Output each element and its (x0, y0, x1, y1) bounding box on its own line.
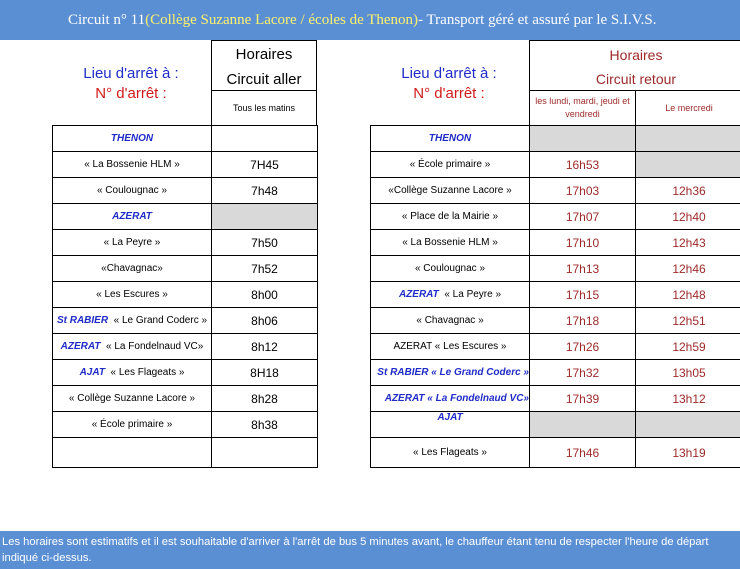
retour-time-wednesday: 12h46 (636, 256, 740, 282)
commune-label: AJAT (79, 367, 105, 378)
aller-row (53, 438, 318, 468)
aller-tous-matins: Tous les matins (212, 91, 317, 126)
aller-row (53, 178, 318, 204)
stop-cell (53, 386, 212, 412)
retour-row (371, 412, 740, 438)
retour-header (529, 40, 740, 126)
stop-name: « Coulougnac » (96, 185, 168, 196)
commune-label: THENON (371, 126, 530, 152)
stop-cell (371, 308, 530, 334)
aller-table (52, 125, 318, 468)
stop-cell (371, 438, 530, 468)
retour-time-weekday: 17h10 (530, 230, 636, 256)
stop-cell (53, 282, 212, 308)
stop-name: AZERAT « Les Escures » (393, 341, 507, 352)
aller-time: 8H18 (212, 360, 318, 386)
retour-time-wednesday (636, 126, 740, 152)
footer-note: Les horaires sont estimatifs et il est souhaitable d'arriver à l'arrêt de bus 5 minutes avant, le chauffeur étant tenu de respecter l'heure de départ indiqué ci-dessus. (0, 531, 740, 569)
stop-name: « Collège Suzanne Lacore » (68, 393, 196, 404)
stop-name: « Les Flageats » (413, 447, 487, 458)
retour-time-wednesday: 12h40 (636, 204, 740, 230)
lieu-text: Lieu d'arrêt à : (401, 65, 497, 82)
retour-time-weekday: 17h15 (530, 282, 636, 308)
aller-row (53, 386, 318, 412)
stop-cell (53, 360, 212, 386)
title-highlight: (Collège Suzanne Lacore / écoles de Thenon) (145, 11, 419, 28)
commune-label: THENON (53, 126, 212, 152)
numero-text: N° d'arrêt : (413, 85, 485, 102)
retour-row (371, 178, 740, 204)
retour-time-weekday: 17h26 (530, 334, 636, 360)
retour-time-weekday: 17h13 (530, 256, 636, 282)
aller-time: 8h12 (212, 334, 318, 360)
retour-row (371, 152, 740, 178)
stop-name: « La Bossenie HLM » (402, 237, 498, 248)
stop-cell (371, 152, 530, 178)
retour-lundi: les lundi, mardi, jeudi et vendredi (530, 91, 636, 126)
stop-cell (53, 438, 212, 468)
stop-cell (371, 204, 530, 230)
stop-name: «Collège Suzanne Lacore » (388, 185, 512, 196)
aller-row (53, 230, 318, 256)
stop-cell (371, 360, 530, 386)
retour-row (371, 282, 740, 308)
retour-time-wednesday: 12h43 (636, 230, 740, 256)
commune-label: AJAT (371, 412, 530, 438)
aller-time: 8h06 (212, 308, 318, 334)
commune-label: AZERAT (60, 341, 101, 352)
aller-row (53, 152, 318, 178)
stop-cell (371, 178, 530, 204)
stop-cell (53, 334, 212, 360)
stop-name: « Les Escures » (96, 289, 168, 300)
retour-time-weekday: 17h46 (530, 438, 636, 468)
stop-name: «Chavagnac» (101, 263, 163, 274)
stop-cell (53, 412, 212, 438)
stop-name: « La Peyre » (103, 237, 161, 248)
aller-time: 7H45 (212, 152, 318, 178)
stop-name: AZERAT « La Fondelnaud VC» (384, 393, 529, 404)
retour-time-weekday: 17h07 (530, 204, 636, 230)
retour-time-wednesday: 12h48 (636, 282, 740, 308)
lieu-label-aller (52, 64, 210, 104)
aller-row (53, 360, 318, 386)
retour-time-weekday: 16h53 (530, 152, 636, 178)
retour-time-wednesday: 13h19 (636, 438, 740, 468)
aller-time: 7h52 (212, 256, 318, 282)
lieu-label-retour (370, 64, 528, 104)
aller-row (53, 412, 318, 438)
stop-cell (371, 256, 530, 282)
stop-cell (53, 230, 212, 256)
retour-time-weekday (530, 126, 636, 152)
stop-cell (53, 178, 212, 204)
retour-row (371, 204, 740, 230)
retour-table (370, 125, 740, 468)
stop-name: « Le Grand Coderc » (113, 315, 208, 326)
retour-row (371, 334, 740, 360)
retour-row (371, 126, 740, 152)
retour-row (371, 230, 740, 256)
retour-time-weekday (530, 412, 636, 438)
aller-row (53, 204, 318, 230)
commune-label: AZERAT (53, 204, 212, 230)
retour-time-weekday: 17h03 (530, 178, 636, 204)
retour-row (371, 386, 740, 412)
aller-row (53, 282, 318, 308)
stop-cell (53, 152, 212, 178)
retour-time-wednesday: 13h12 (636, 386, 740, 412)
commune-label: AZERAT (398, 289, 439, 300)
retour-row (371, 360, 740, 386)
retour-horaires: Horaires (530, 41, 740, 69)
commune-label: St RABIER (56, 315, 109, 326)
stop-cell (53, 256, 212, 282)
title-prefix: Circuit n° 11 (68, 11, 146, 28)
retour-time-wednesday: 13h05 (636, 360, 740, 386)
aller-row (53, 256, 318, 282)
retour-time-wednesday: 12h59 (636, 334, 740, 360)
stop-name: « La Bossenie HLM » (84, 159, 180, 170)
stop-name: « La Fondelnaud VC» (106, 341, 204, 352)
aller-row (53, 126, 318, 152)
retour-time-wednesday (636, 152, 740, 178)
aller-horaires: Horaires (212, 41, 317, 69)
stop-name: « La Peyre » (444, 289, 502, 300)
stop-name: « Chavagnac » (416, 315, 484, 326)
stop-cell (371, 334, 530, 360)
aller-time (212, 126, 318, 152)
lieu-text: Lieu d'arrêt à : (83, 65, 179, 82)
retour-time-wednesday (636, 412, 740, 438)
stop-cell (371, 386, 530, 412)
aller-row (53, 334, 318, 360)
aller-time: 8h00 (212, 282, 318, 308)
stop-name: « Coulougnac » (414, 263, 486, 274)
retour-time-weekday: 17h32 (530, 360, 636, 386)
title-bar (0, 0, 740, 40)
numero-text: N° d'arrêt : (95, 85, 167, 102)
aller-time: 8h38 (212, 412, 318, 438)
stop-cell (53, 308, 212, 334)
retour-time-weekday: 17h18 (530, 308, 636, 334)
stop-name: « École primaire » (409, 159, 491, 170)
retour-mercredi: Le mercredi (636, 91, 740, 126)
aller-circuit: Circuit aller (212, 69, 317, 91)
retour-time-weekday: 17h39 (530, 386, 636, 412)
aller-header (211, 40, 317, 126)
retour-time-wednesday: 12h36 (636, 178, 740, 204)
retour-circuit: Circuit retour (530, 69, 740, 91)
stop-cell (371, 282, 530, 308)
stop-name: « École primaire » (91, 419, 173, 430)
retour-row (371, 438, 740, 468)
aller-row (53, 308, 318, 334)
stop-name: « Les Flageats » (110, 367, 185, 378)
retour-time-wednesday: 12h51 (636, 308, 740, 334)
aller-time: 7h48 (212, 178, 318, 204)
aller-time: 8h28 (212, 386, 318, 412)
stop-name: St RABIER « Le Grand Coderc » (377, 367, 529, 378)
aller-time (212, 438, 318, 468)
retour-row (371, 256, 740, 282)
stop-cell (371, 230, 530, 256)
title-suffix: - Transport géré et assuré par le S.I.V.S. (418, 11, 657, 28)
retour-row (371, 308, 740, 334)
stop-name: « Place de la Mairie » (401, 211, 499, 222)
aller-time: 7h50 (212, 230, 318, 256)
aller-time (212, 204, 318, 230)
